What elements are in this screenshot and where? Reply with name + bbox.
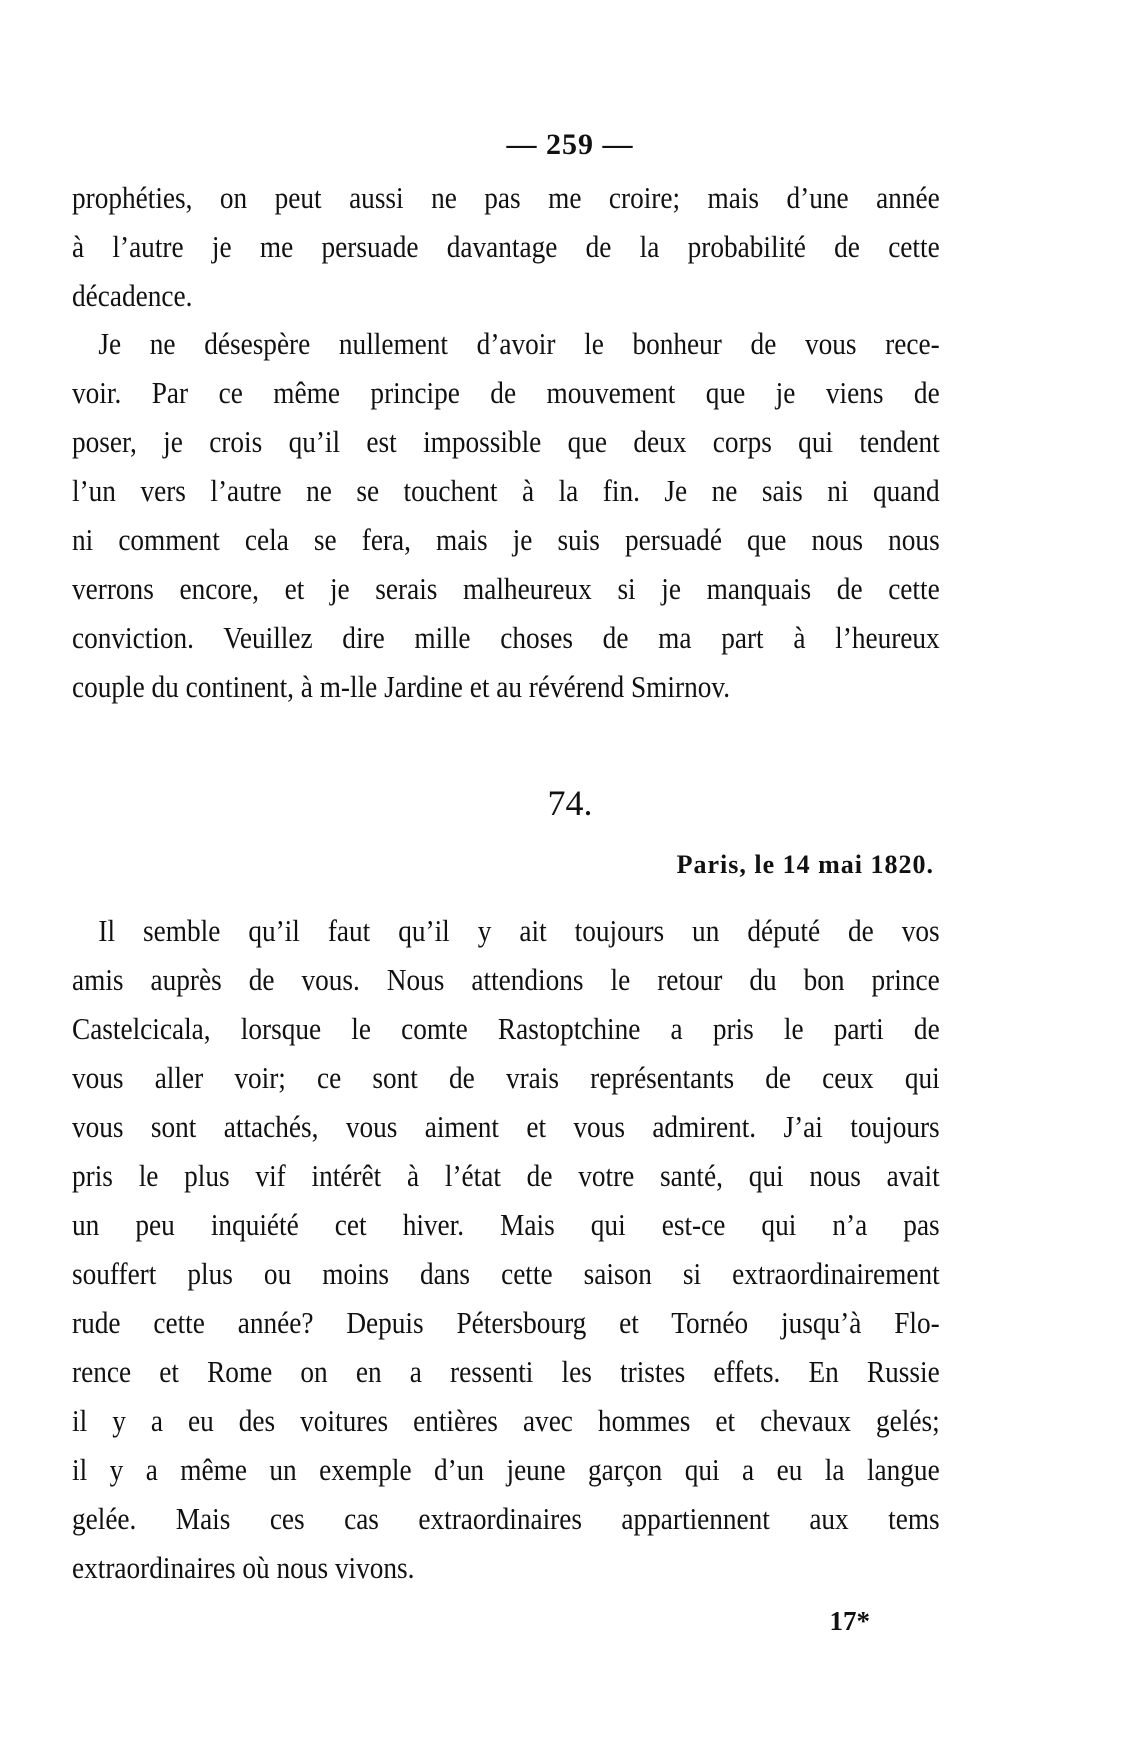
text-line: extraordinaires où nous vivons.: [72, 1550, 415, 1585]
text-line: décadence.: [72, 278, 193, 313]
text-line: verrons encore, et je serais malheureux si je manquais de cette: [72, 571, 940, 606]
text-line: Castelcicala, lorsque le comte Rastoptchine a pris le parti de: [72, 1011, 940, 1046]
dateline: Paris, le 14 mai 1820.: [676, 850, 934, 879]
text-line: prophéties, on peut aussi ne pas me croire; mais d’une année: [72, 180, 940, 215]
text-line: pris le plus vif intérêt à l’état de votre santé, qui nous avait: [72, 1158, 940, 1193]
text-line: vous sont attachés, vous aiment et vous admirent. J’ai toujours: [72, 1109, 940, 1144]
text-line: l’un vers l’autre ne se touchent à la fin. Je ne sais ni quand: [72, 473, 940, 508]
paragraph-letter-body: [72, 906, 940, 1592]
page-number: — 259 —: [506, 128, 634, 161]
text-line: à l’autre je me persuade davantage de la probabilité de cette: [72, 229, 940, 264]
text-line: Je ne désespère nullement d’avoir le bonheur de vous rece-: [98, 326, 940, 361]
text-line: poser, je crois qu’il est impossible que deux corps qui tendent: [72, 424, 940, 459]
text-line: Il semble qu’il faut qu’il y ait toujours un député de vos: [98, 913, 940, 948]
text-line: il y a eu des voitures entières avec hommes et chevaux gelés;: [72, 1403, 940, 1438]
text-line: voir. Par ce même principe de mouvement que je viens de: [72, 375, 940, 410]
text-line: gelée. Mais ces cas extraordinaires appartiennent aux tems: [72, 1501, 940, 1536]
letter-number: 74.: [547, 783, 593, 823]
text-line: il y a même un exemple d’un jeune garçon qui a eu la langue: [72, 1452, 940, 1487]
signature-mark: 17*: [829, 1606, 870, 1636]
paragraph-continuation: [72, 173, 940, 320]
text-line: vous aller voir; ce sont de vrais représentants de ceux qui: [72, 1060, 940, 1095]
paragraph-visit: [72, 319, 940, 711]
text-line: amis auprès de vous. Nous attendions le retour du bon prince: [72, 962, 940, 997]
text-line: un peu inquiété cet hiver. Mais qui est-ce qui n’a pas: [72, 1207, 940, 1242]
text-line: rence et Rome on en a ressenti les tristes effets. En Russie: [72, 1354, 940, 1389]
text-line: couple du continent, à m-lle Jardine et au révérend Smirnov.: [72, 669, 731, 704]
text-line: souffert plus ou moins dans cette saison si extraordinairement: [72, 1256, 940, 1291]
text-line: ni comment cela se fera, mais je suis persuadé que nous nous: [72, 522, 940, 557]
text-line: conviction. Veuillez dire mille choses de ma part à l’heureux: [72, 620, 940, 655]
text-line: rude cette année? Depuis Pétersbourg et Tornéo jusqu’à Flo-: [72, 1305, 940, 1340]
